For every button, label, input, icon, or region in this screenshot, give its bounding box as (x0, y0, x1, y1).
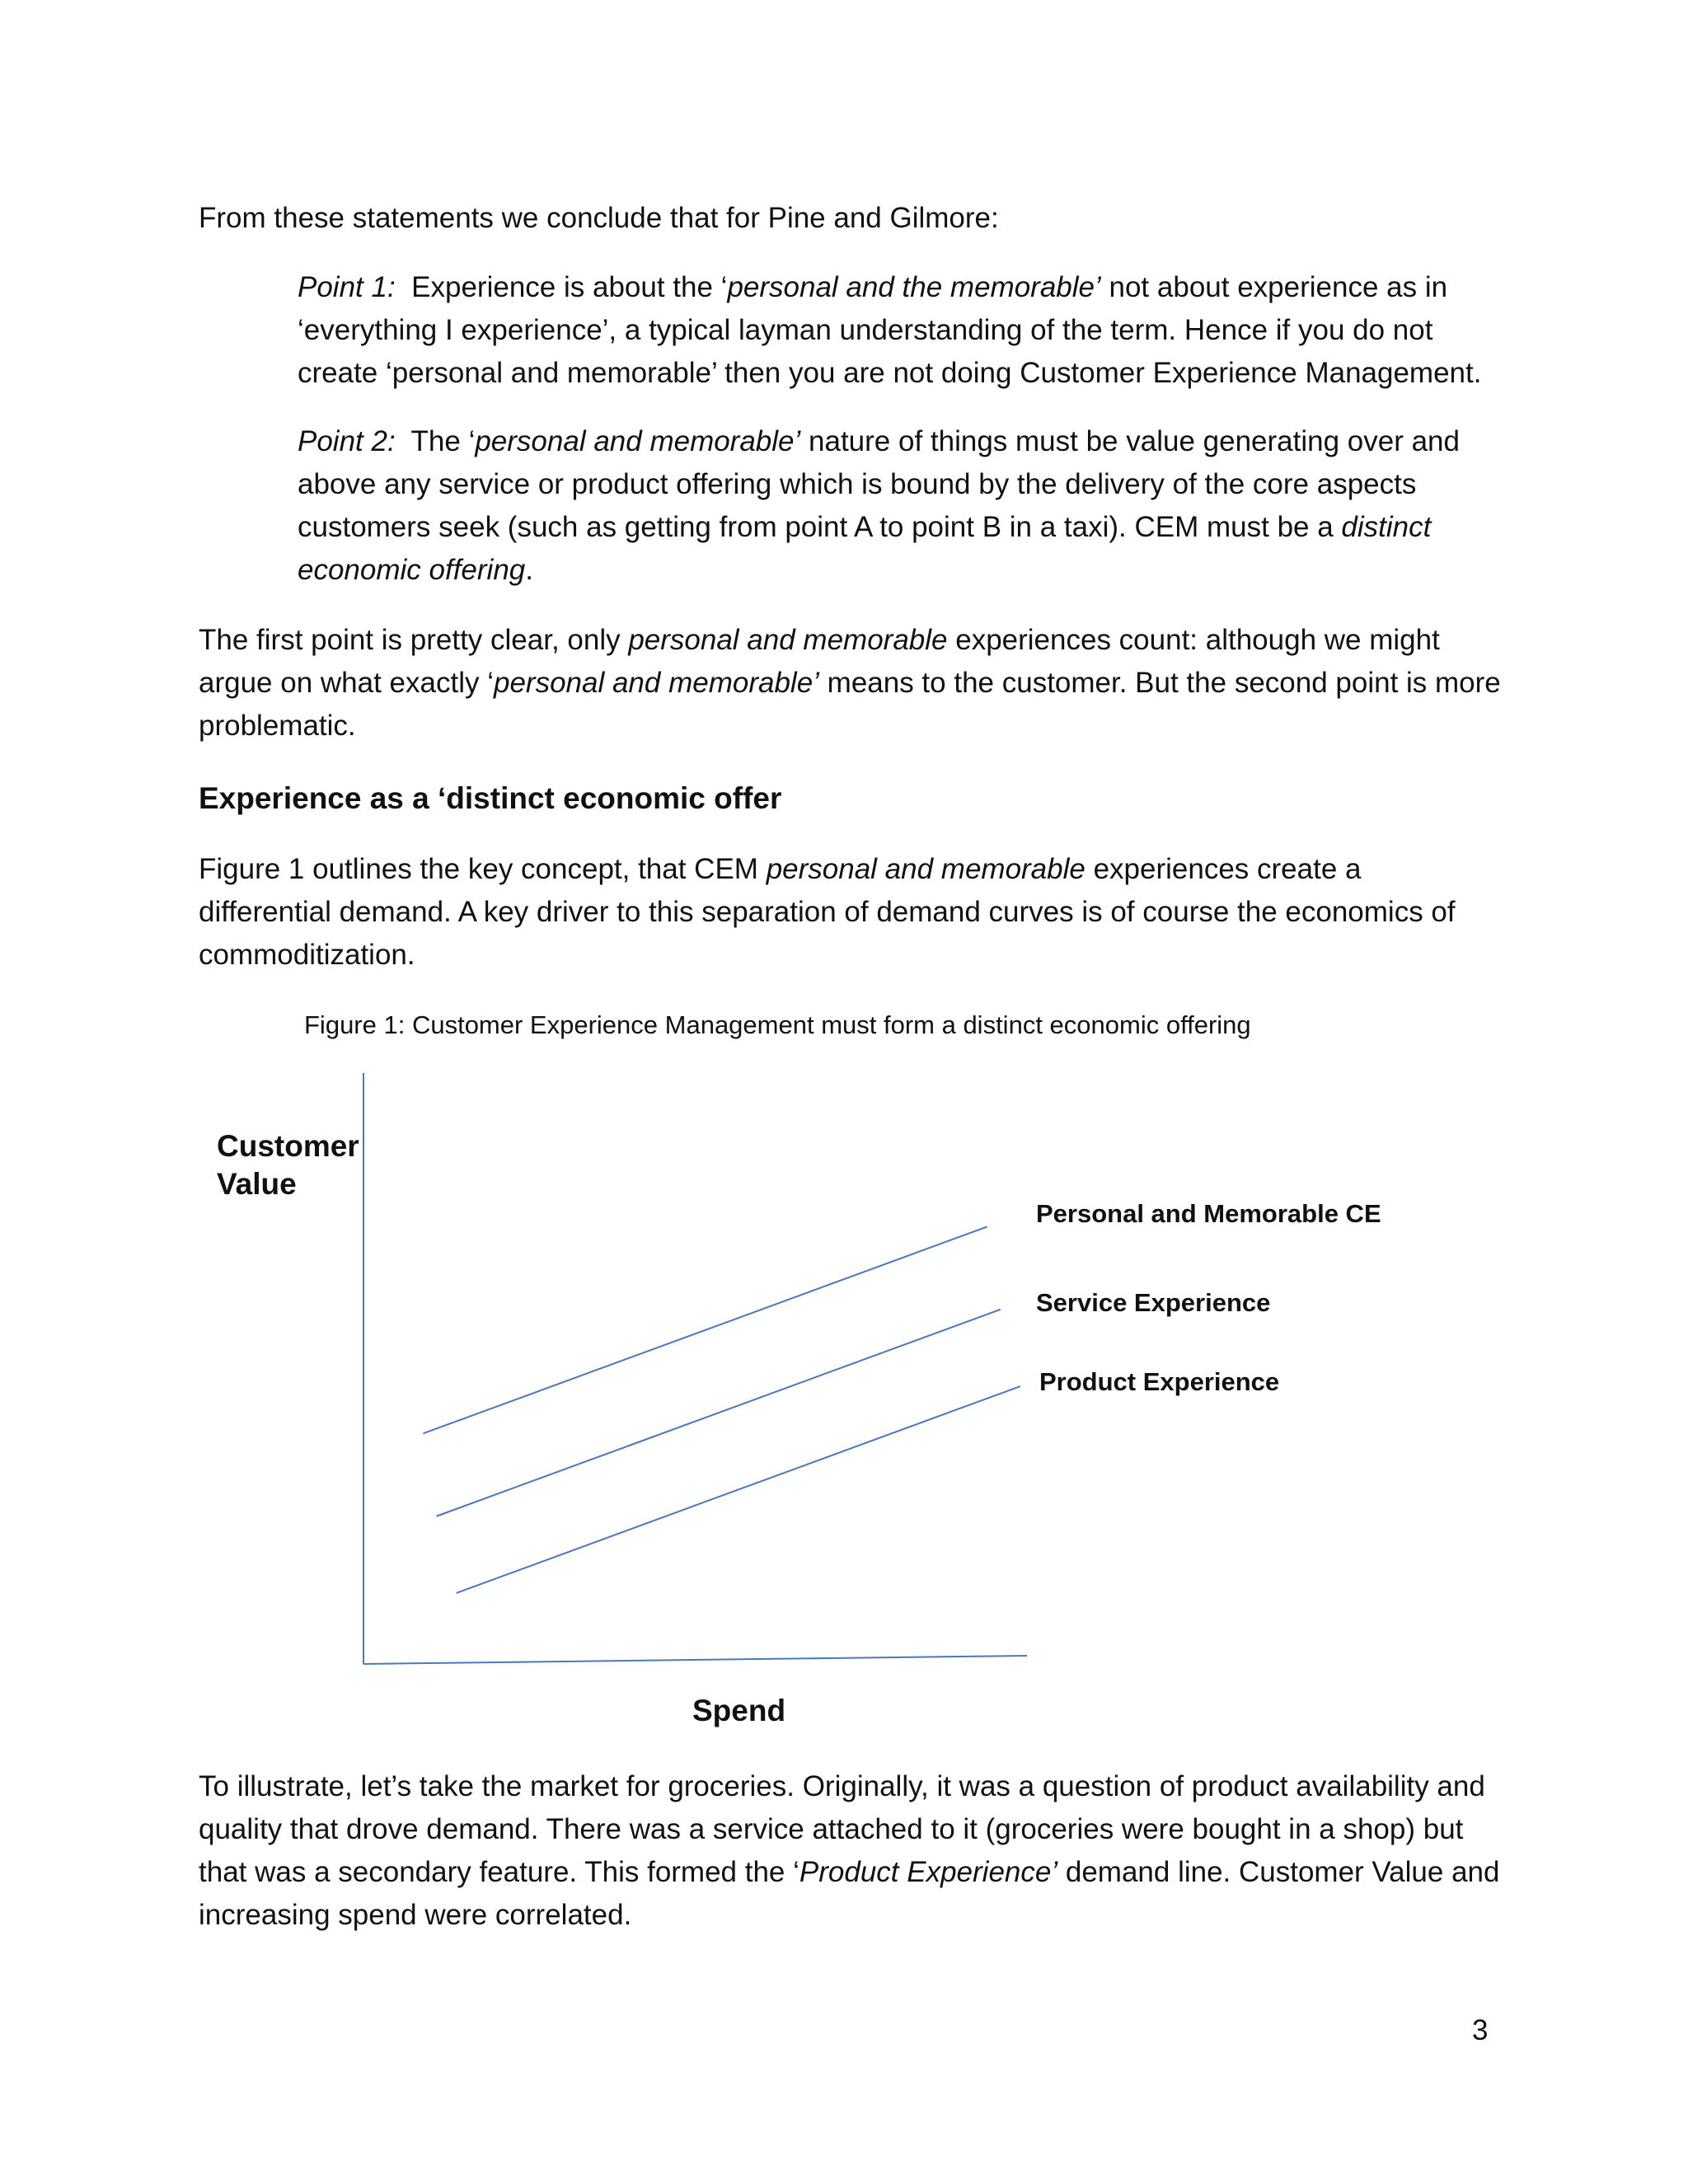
point-2-text-b: nature of things must be value generating over and above any service or product offering which is bound by the delivery of the core aspects customers seek (such as getting from point A to point B in a taxi). CEM must be a (298, 425, 1460, 543)
series-line-0 (423, 1226, 987, 1433)
y-axis-label-line-1: Customer (217, 1129, 359, 1163)
point-1-label: Point 1: (298, 271, 396, 303)
illustration-paragraph (199, 1765, 1501, 1937)
demand-chart (0, 1055, 1688, 1747)
para3-text-b: demand line. Customer Value and increasing spend were correlated. (199, 1856, 1500, 1931)
point-2-paragraph (298, 420, 1501, 592)
figure-caption: Figure 1: Customer Experience Management must form a distinct economic offering (304, 1010, 1251, 1039)
para2-emphasis: personal and memorable (766, 853, 1085, 885)
point-1-text-a: Experience is about the ‘ (411, 271, 728, 303)
x-axis-label: Spend (692, 1694, 786, 1727)
para3-emphasis: Product Experience’ (799, 1856, 1058, 1888)
point-2-label: Point 2: (298, 425, 396, 457)
x-axis-line (363, 1656, 1027, 1664)
series-label-personal-memorable: Personal and Memorable CE (1036, 1199, 1381, 1228)
point-2-text-a: The ‘ (410, 425, 476, 457)
y-axis-label (217, 1127, 359, 1203)
point-1-emphasis: personal and the memorable’ (727, 271, 1101, 303)
para1-text-b: experiences count: although we might argue on what exactly ‘ (199, 624, 1440, 699)
point-2-emphasis-b: distinct economic offering (298, 511, 1432, 586)
para2-text-b: experiences create a differential demand. A key driver to this separation of demand curves is of course the economics of commoditization. (199, 853, 1456, 971)
para1-text-a: The first point is pretty clear, only (199, 624, 629, 656)
point-2-emphasis-a: personal and memorable’ (475, 425, 801, 457)
para3-text-a: To illustrate, let’s take the market for groceries. Originally, it was a question of product availability and quality that drove demand. There was a service attached to it (groceries were bought in a shop) but that was a secondary feature. This formed the ‘ (199, 1770, 1485, 1888)
page-number: 3 (1472, 2014, 1489, 2046)
series-line-1 (437, 1310, 1001, 1516)
para1-emphasis-b: personal and memorable’ (493, 667, 819, 699)
first-point-paragraph (199, 619, 1501, 748)
series-label-product: Product Experience (1039, 1367, 1280, 1396)
series-line-2 (457, 1386, 1020, 1593)
point-1-text-b: not about experience as in ‘everything I experience’, a typical layman understanding of the term. Hence if you do not create ‘personal and memorable’ then you are not doing Customer Experience Management. (298, 271, 1482, 389)
para1-text-c: means to the customer. But the second point is more problematic. (199, 667, 1501, 742)
para1-emphasis-a: personal and memorable (628, 624, 948, 656)
point-2-text-c: . (525, 554, 533, 586)
para2-text-a: Figure 1 outlines the key concept, that CEM (199, 853, 767, 885)
y-axis-label-line-2: Value (217, 1167, 297, 1201)
series-label-service: Service Experience (1036, 1288, 1271, 1317)
section-heading: Experience as a ‘distinct economic offer (199, 781, 782, 815)
point-1-paragraph (298, 266, 1501, 395)
figure-intro-paragraph (199, 848, 1501, 977)
intro-paragraph: From these statements we conclude that for Pine and Gilmore: (199, 202, 999, 234)
